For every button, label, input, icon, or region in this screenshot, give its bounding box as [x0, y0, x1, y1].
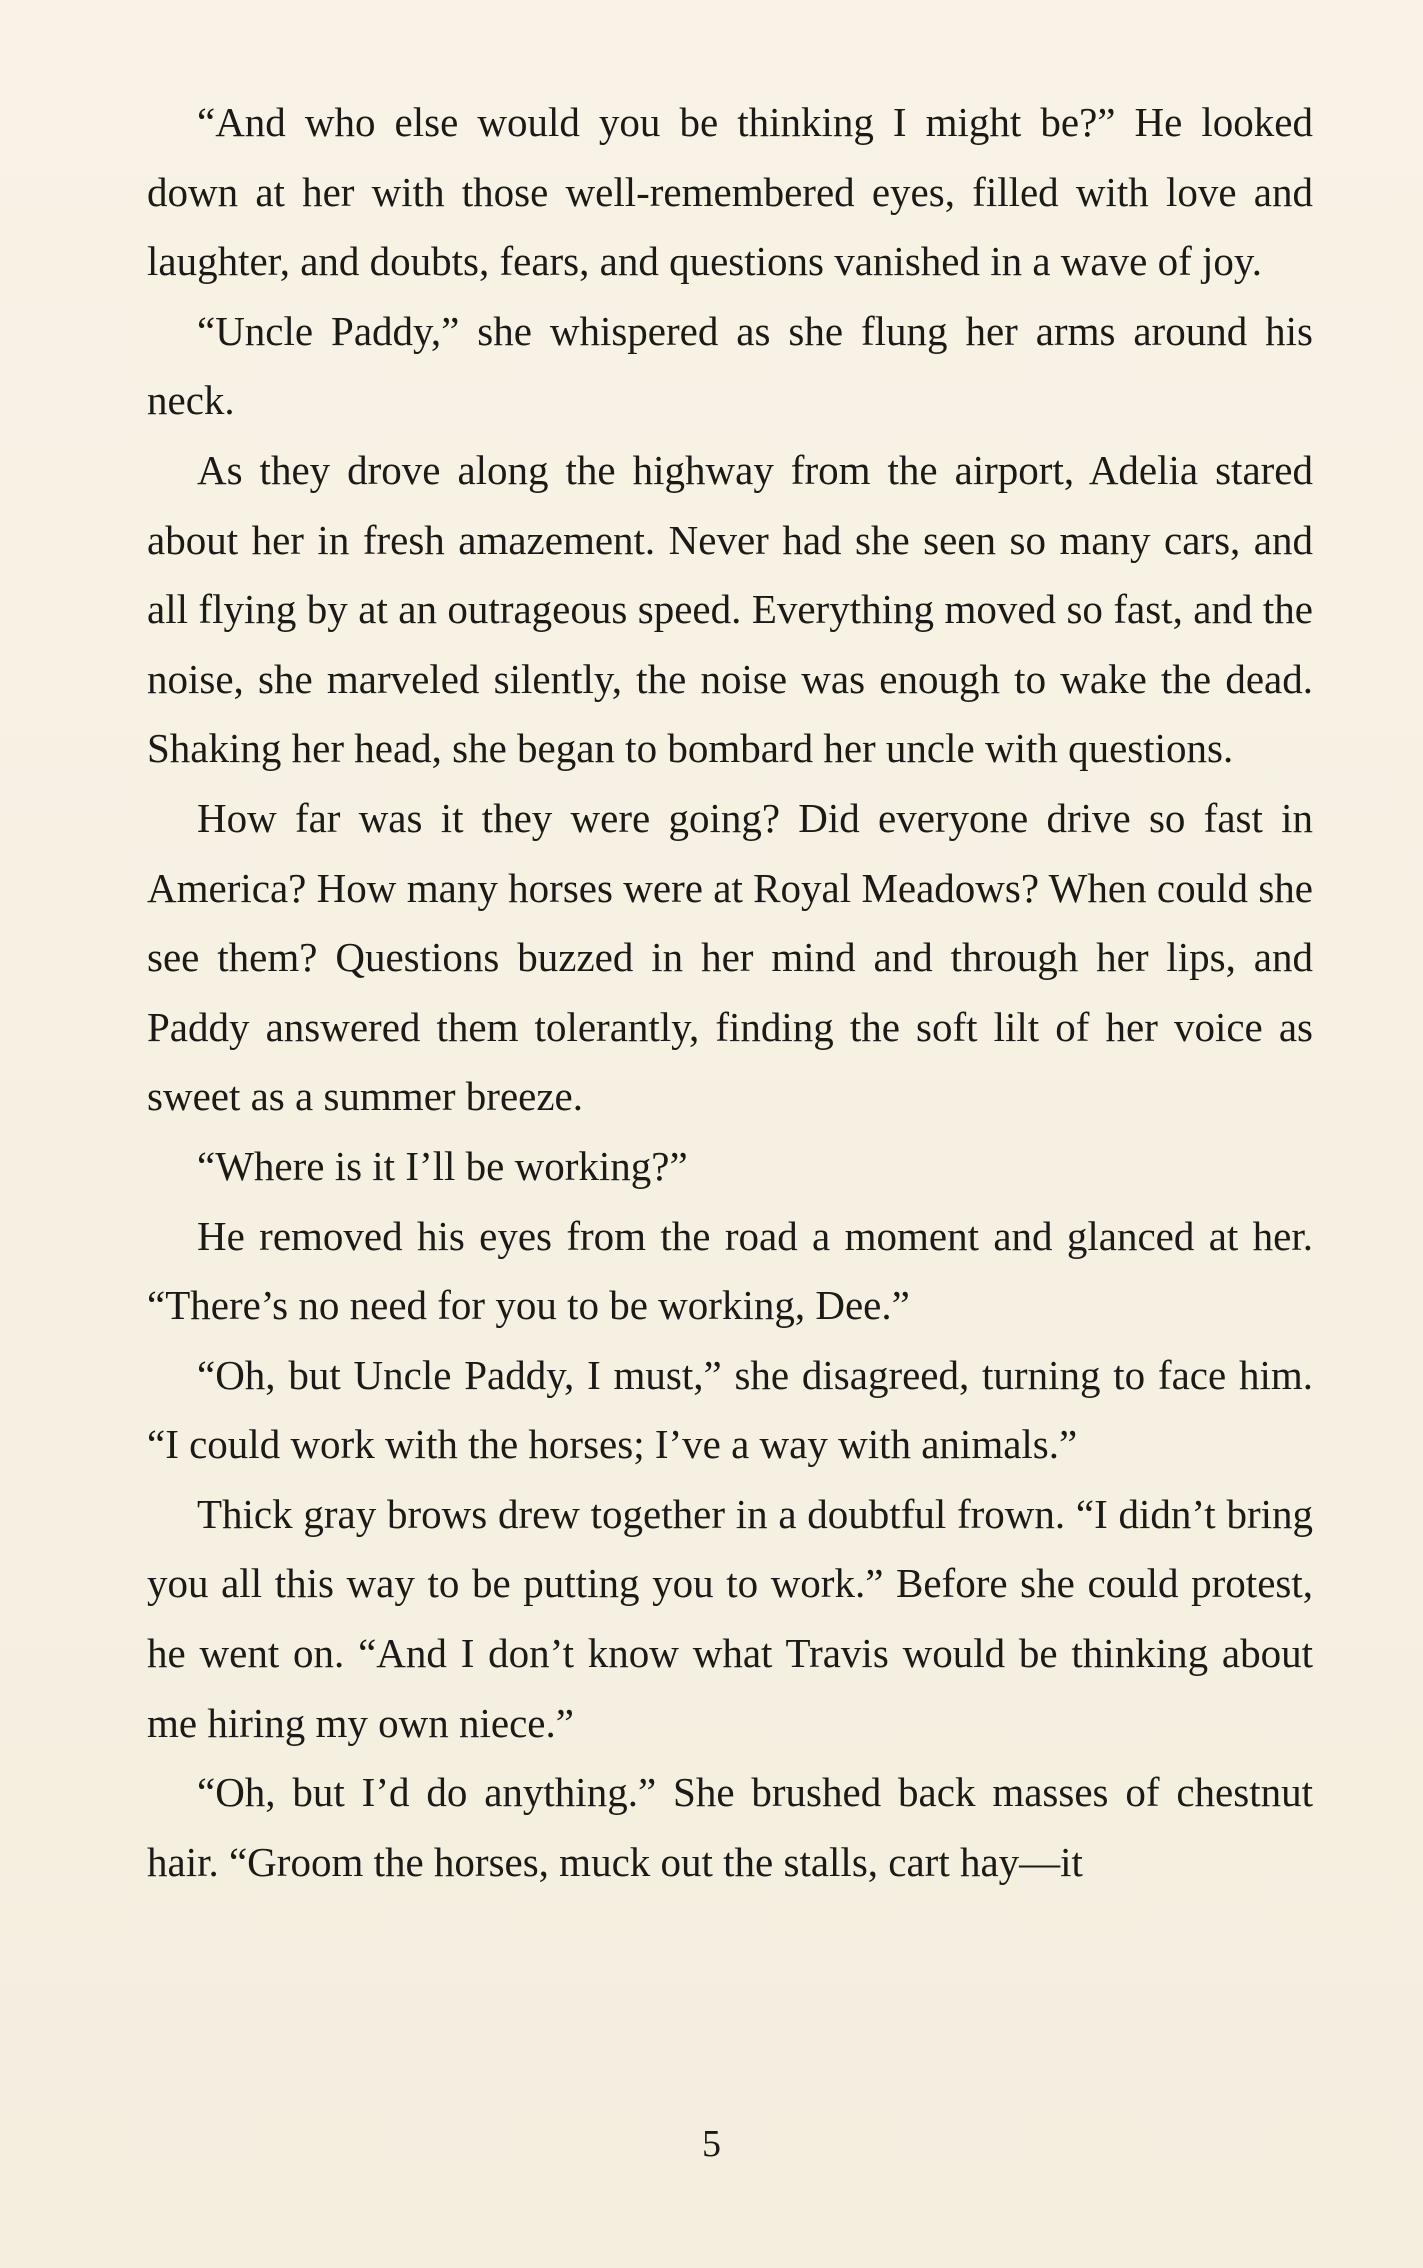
paragraph: As they drove along the highway from the airport, Adelia stared about her in fresh amazement. Never had she seen so many cars, and all flying by at an outrageous speed. Everything moved so fast, and the noise, she marveled silently, the noise was enough to wake the dead. Shaking her head, she began to bombard her uncle with questions.	[147, 446, 1313, 772]
paragraph: “Oh, but Uncle Paddy, I must,” she disagreed, turning to face him. “I could work with the horses; I’ve a way with animals.”	[147, 1351, 1313, 1468]
paragraph: How far was it they were going? Did everyone drive so fast in America? How many horses were at Royal Meadows? When could she see them? Questions buzzed in her mind and through her lips, and Paddy answered them tolerantly, finding the soft lilt of her voice as sweet as a summer breeze.	[147, 794, 1313, 1120]
paragraph: Thick gray brows drew together in a doubtful frown. “I didn’t bring you all this way to be putting you to work.” Before she could protest, he went on. “And I don’t know what Travis would be thinking about me hiring my own niece.”	[147, 1490, 1313, 1746]
body-text	[147, 88, 1313, 1897]
paragraph: He removed his eyes from the road a moment and glanced at her. “There’s no need for you to be working, Dee.”	[147, 1212, 1313, 1329]
paragraph: “Uncle Paddy,” she whispered as she flung her arms around his neck.	[147, 307, 1313, 424]
page-number: 5	[702, 2123, 721, 2165]
paragraph: “Oh, but I’d do anything.” She brushed back masses of chestnut hair. “Groom the horses, muck out the stalls, cart hay—it	[147, 1769, 1313, 1885]
paragraph: “And who else would you be thinking I might be?” He looked down at her with those well-remembered eyes, filled with love and laughter, and doubts, fears, and questions vanished in a wave of joy.	[147, 99, 1313, 285]
paragraph: “Where is it I’ll be working?”	[197, 1142, 688, 1189]
